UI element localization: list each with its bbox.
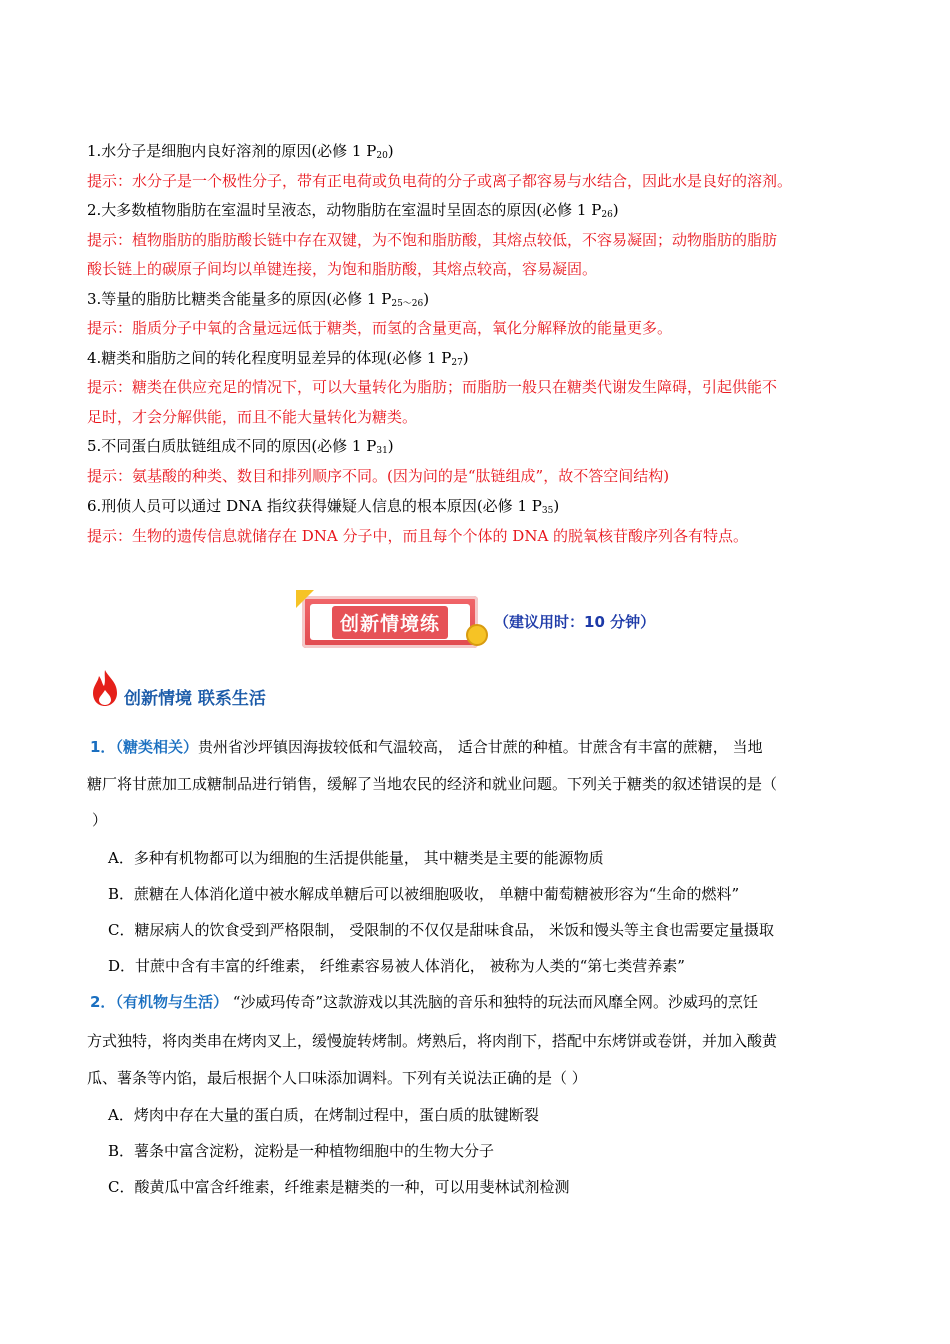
review-question-6: 6.刑侦人员可以通过 DNA 指纹获得嫌疑人信息的根本原因(必修 1 $P_{35}$): [87, 497, 560, 516]
review-hint-6: 提示：生物的遗传信息就储存在 DNA 分子中，而且每个个体的 DNA 的脱氧核苷酸序列各有特点。: [87, 527, 749, 545]
review-question-3: 3.等量的脂肪比糖类含能量多的原因(必修 1 $P_{25\sim 26}$): [87, 290, 430, 309]
review-hint-1: 提示：水分子是一个极性分子，带有正电荷或负电荷的分子或离子都容易与水结合，因此水是良好的溶剂。: [87, 172, 793, 190]
question-1-option-c[interactable]: C．糖尿病人的饮食受到严格限制， 受限制的不仅仅是甜味食品， 米饭和馒头等主食也需要定量摄取: [108, 921, 775, 939]
question-2-line-1: 2．（有机物与生活） “沙威玛传奇”这款游戏以其洗脑的音乐和独特的玩法而风靡全网。沙威玛的烹饪: [90, 993, 759, 1011]
question-2-line-3: 瓜、薯条等内馅，最后根据个人口味添加调料。下列有关说法正确的是（ ）: [87, 1069, 587, 1087]
question-1-line-3: ）: [92, 811, 108, 829]
question-2-option-b[interactable]: B．薯条中富含淀粉，淀粉是一种植物细胞中的生物大分子: [108, 1142, 495, 1160]
review-question-1: 1.水分子是细胞内良好溶剂的原因(必修 1 $P_{20}$): [87, 142, 394, 161]
time-suggestion: （建议用时：10 分钟）: [494, 613, 656, 631]
question-1-option-d[interactable]: D．甘蔗中含有丰富的纤维素， 纤维素容易被人体消化， 被称为人类的“第七类营养素”: [108, 957, 685, 975]
review-question-5: 5.不同蛋白质肽链组成不同的原因(必修 1 $P_{31}$): [87, 437, 394, 456]
review-question-4: 4.糖类和脂肪之间的转化程度明显差异的体现(必修 1 $P_{27}$): [87, 349, 469, 368]
pin-icon: [296, 590, 314, 608]
review-hint-4-line-1: 提示：糖类在供应充足的情况下，可以大量转化为脂肪；而脂肪一般只在糖类代谢发生障碍，引起供能不: [87, 378, 778, 396]
question-1-option-b[interactable]: B．蔗糖在人体消化道中被水解成单糖后可以被细胞吸收， 单糖中葡萄糖被形容为“生命的燃料”: [108, 885, 740, 903]
question-1-line-2: 糖厂将甘蔗加工成糖制品进行销售，缓解了当地农民的经济和就业问题。下列关于糖类的叙述错误的是（: [87, 775, 778, 793]
section-title: 创新情境 联系生活: [124, 689, 266, 709]
review-hint-3: 提示：脂质分子中氧的含量远远低于糖类，而氢的含量更高，氧化分解释放的能量更多。: [87, 319, 673, 337]
question-1-option-a[interactable]: A．多种有机物都可以为细胞的生活提供能量， 其中糖类是主要的能源物质: [108, 849, 604, 867]
coin-icon: [466, 624, 488, 646]
review-hint-5: 提示：氨基酸的种类、数目和排列顺序不同。(因为问的是“肽链组成”，故不答空间结构): [87, 467, 670, 485]
review-hint-4-line-2: 足时，才会分解供能，而且不能大量转化为糖类。: [87, 408, 418, 426]
banner-label: 创新情境练: [332, 606, 448, 639]
question-2-option-c[interactable]: C．酸黄瓜中富含纤维素，纤维素是糖类的一种，可以用斐林试剂检测: [108, 1178, 570, 1196]
flame-icon: [89, 668, 121, 708]
question-2-option-a[interactable]: A．烤肉中存在大量的蛋白质，在烤制过程中，蛋白质的肽键断裂: [108, 1106, 539, 1124]
section-banner: [302, 596, 478, 648]
question-2-line-2: 方式独特，将肉类串在烤肉叉上，缓慢旋转烤制。烤熟后，将肉削下，搭配中东烤饼或卷饼，并加入酸黄: [87, 1032, 778, 1050]
review-hint-2-line-2: 酸长链上的碳原子间均以单键连接，为饱和脂肪酸，其熔点较高，容易凝固。: [87, 260, 598, 278]
review-hint-2-line-1: 提示：植物脂肪的脂肪酸长链中存在双键，为不饱和脂肪酸，其熔点较低，不容易凝固；动物脂肪的脂肪: [87, 231, 778, 249]
question-1-line-1: 1．（糖类相关）贵州省沙坪镇因海拔较低和气温较高， 适合甘蔗的种植。甘蔗含有丰富的蔗糖， 当地: [90, 738, 763, 756]
review-question-2: 2.大多数植物脂肪在室温时呈液态，动物脂肪在室温时呈固态的原因(必修 1 $P_{26}$): [87, 201, 619, 220]
